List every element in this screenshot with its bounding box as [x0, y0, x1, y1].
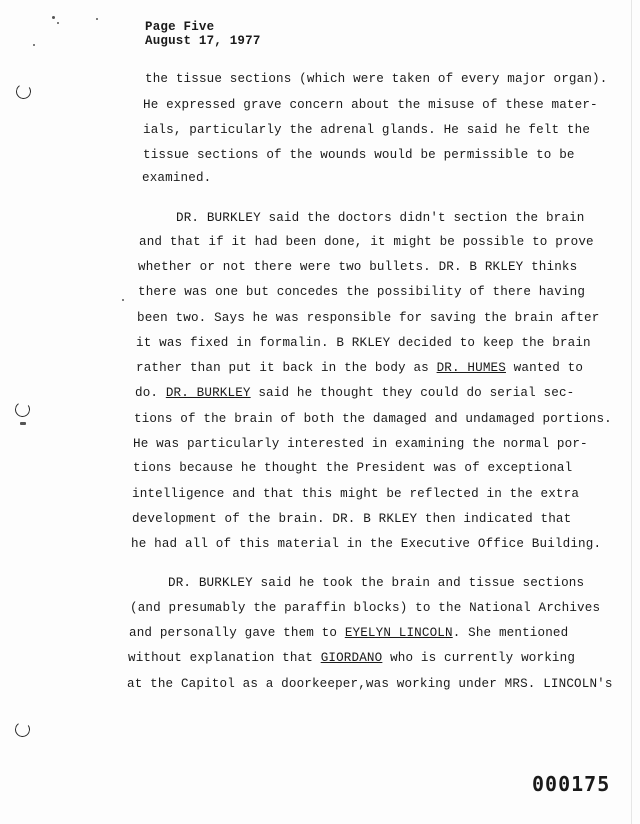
punch-hole	[15, 83, 32, 100]
text-run: do.	[135, 386, 166, 400]
text-line: at the Capitol as a doorkeeper,was working under MRS. LINCOLN's	[127, 677, 613, 691]
name-dr-humes: DR. HUMES	[436, 361, 506, 375]
text-run: said he thought they could do serial sec-	[250, 386, 575, 400]
text-line: (and presumably the paraffin blocks) to the National Archives	[130, 601, 601, 615]
header-date: August 17, 1977	[145, 34, 261, 48]
text-line	[129, 626, 568, 640]
text-line: tions of the brain of both the damaged and undamaged portions.	[134, 412, 612, 426]
text-line	[128, 651, 575, 665]
scan-speck	[33, 44, 35, 46]
scan-edge	[631, 0, 632, 824]
text-line: DR. BURKLEY said the doctors didn't section the brain	[176, 211, 585, 225]
text-line: there was one but concedes the possibility of there having	[138, 285, 586, 299]
text-line: been two. Says he was responsible for saving the brain after	[137, 311, 600, 325]
text-line	[135, 386, 574, 400]
page-header	[145, 20, 261, 48]
punch-hole	[14, 401, 31, 418]
text-line: intelligence and that this might be reflected in the extra	[132, 487, 580, 501]
text-line: tions because he thought the President was of exceptional	[133, 461, 573, 475]
name-evelyn-lincoln: EYELYN LINCOLN	[344, 626, 453, 640]
text-run: wanted to	[505, 361, 584, 375]
text-line: He expressed grave concern about the misuse of these mater-	[143, 98, 598, 112]
text-run: and personally gave them to	[129, 626, 345, 640]
text-run: . She mentioned	[452, 626, 569, 640]
text-run: who is currently working	[382, 651, 576, 665]
text-line	[136, 361, 583, 375]
text-line: development of the brain. DR. B RKLEY then indicated that	[132, 512, 572, 526]
text-line: He was particularly interested in examining the normal por-	[133, 437, 588, 451]
page-number: 000175	[532, 772, 611, 796]
name-giordano: GIORDANO	[320, 651, 383, 665]
text-line: examined.	[142, 171, 212, 185]
text-line: and that if it had been done, it might be possible to prove	[139, 235, 594, 249]
text-line: it was fixed in formalin. B RKLEY decided to keep the brain	[136, 336, 591, 350]
text-run: rather than put it back in the body as	[136, 361, 437, 375]
punch-hole	[14, 721, 31, 738]
scan-speck	[122, 299, 124, 301]
text-line: the tissue sections (which were taken of every major organ).	[145, 72, 608, 86]
text-line: tissue sections of the wounds would be permissible to be	[143, 148, 575, 162]
scan-speck	[57, 22, 59, 24]
text-line: DR. BURKLEY said he took the brain and tissue sections	[168, 576, 585, 590]
text-line: ials, particularly the adrenal glands. He said he felt the	[143, 123, 591, 137]
text-run: without explanation that	[128, 651, 321, 665]
name-dr-burkley: DR. BURKLEY	[165, 386, 251, 400]
scan-speck	[96, 18, 98, 20]
scan-speck	[52, 16, 55, 19]
text-line: whether or not there were two bullets. DR. B RKLEY thinks	[138, 260, 578, 274]
scan-speck	[20, 422, 26, 425]
page-label: Page Five	[145, 20, 215, 34]
text-line: he had all of this material in the Executive Office Building.	[131, 537, 602, 551]
